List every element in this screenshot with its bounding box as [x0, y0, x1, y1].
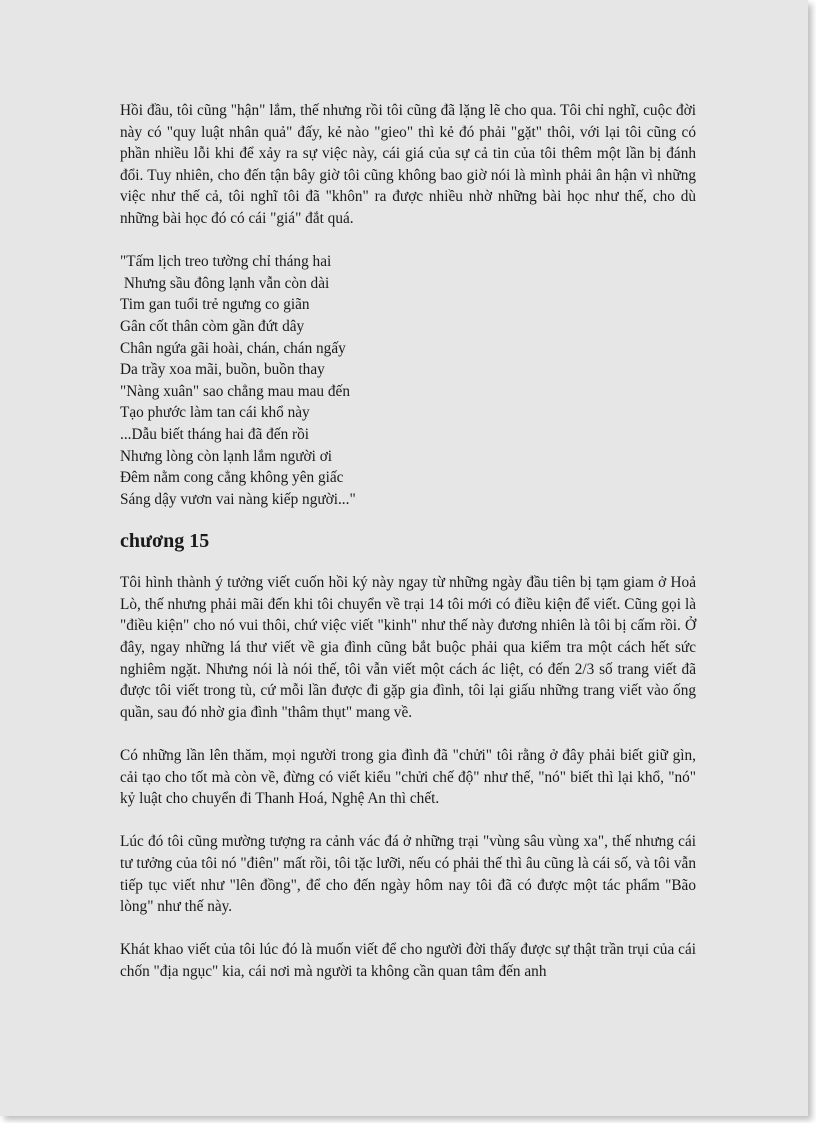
poem-line: Nhưng lòng còn lạnh lắm người ơi — [120, 447, 333, 465]
poem-line: ...Dẫu biết tháng hai đã đến rồi — [120, 425, 310, 443]
poem-line: Đêm nằm cong cẳng không yên giấc — [120, 469, 344, 487]
paragraph: Khát khao viết của tôi lúc đó là muốn viết để cho người đời thấy được sự thật trần trụi của cái chốn "địa ngục" kia, cái nơi mà người ta không cần quan tâm đến anh — [120, 941, 696, 980]
paragraph: Tôi hình thành ý tưởng viết cuốn hồi ký này ngay từ những ngày đầu tiên bị tạm giam ở Hoả Lò, thế nhưng phải mãi đến khi tôi chuyển về trại 14 tôi mới có điều kiện để viết. Cũng gọi là "điều kiện" cho nó vui thôi, chứ việc viết "kinh" như thế này đương nhiên là tôi bị cấm rồi. Ở đây, ngay những lá thư viết về gia đình cũng bắt buộc phải qua kiểm tra một cách hết sức nghiêm ngặt. Nhưng nói là nói thế, tôi vẫn viết một cách ác liệt, có đến 2/3 số trang viết đã được tôi viết trong tù, cứ mỗi lần được đi gặp gia đình, tôi lại giấu những trang viết vào ống quần, sau đó nhờ gia đình "thâm thụt" mang về. — [120, 574, 696, 721]
poem-line: "Tấm lịch treo tường chỉ tháng hai — [120, 253, 332, 271]
page-content — [120, 100, 696, 1004]
chapter-title: chương 15 — [120, 530, 210, 553]
paragraph: Có những lần lên thăm, mọi người trong gia đình đã "chửi" tôi rằng ở đây phải biết giữ gìn, cải tạo cho tốt mà còn về, đừng có viết kiểu "chửi chế độ" như thế, "nó" biết thì lại khổ, "nó" kỷ luật cho chuyển đi Thanh Hoá, Nghệ An thì chết. — [120, 747, 696, 808]
paragraph: Hồi đầu, tôi cũng "hận" lắm, thế nhưng rồi tôi cũng đã lặng lẽ cho qua. Tôi chỉ nghĩ, cuộc đời này có "quy luật nhân quả" đấy, kẻ nào "gieo" thì kẻ đó phải "gặt" thôi, với lại tôi cũng có phần nhiều lỗi khi để xảy ra sự việc này, cái giá của sự cả tin của tôi thêm một lần bị đánh đổi. Tuy nhiên, cho đến tận bây giờ tôi cũng không bao giờ nói là mình phải ân hận vì những việc như thế cả, tôi nghĩ tôi đã "khôn" ra được nhiều nhờ những bài học như thế, cho dù những bài học đó có cái "giá" đắt quá. — [120, 102, 696, 227]
poem-line: Sáng dậy vươn vai nàng kiếp người..." — [120, 490, 356, 508]
poem-line: Chân ngứa gãi hoài, chán, chán ngấy — [120, 339, 346, 357]
poem-line: "Nàng xuân" sao chẳng mau mau đến — [120, 382, 350, 400]
poem-line: Tạo phước làm tan cái khổ này — [120, 404, 310, 422]
poem-line: Tim gan tuổi trẻ ngưng co giãn — [120, 296, 310, 314]
poem — [120, 251, 696, 510]
poem-line: Da trầy xoa mãi, buồn, buồn thay — [120, 361, 325, 379]
paragraph: Lúc đó tôi cũng mường tượng ra cảnh vác đá ở những trại "vùng sâu vùng xa", thế nhưng cái tư tưởng của tôi nó "điên" mất rồi, tôi tặc lưỡi, nếu có phải thế thì âu cũng là cái số, và tôi vẫn tiếp tục viết như "lên đồng", để cho đến ngày hôm nay tôi đã có được một tác phẩm "Bão lòng" như thế này. — [120, 833, 696, 916]
poem-line: Nhưng sầu đông lạnh vẫn còn dài — [120, 274, 330, 292]
poem-line: Gân cốt thân còm gần đứt dây — [120, 317, 305, 335]
